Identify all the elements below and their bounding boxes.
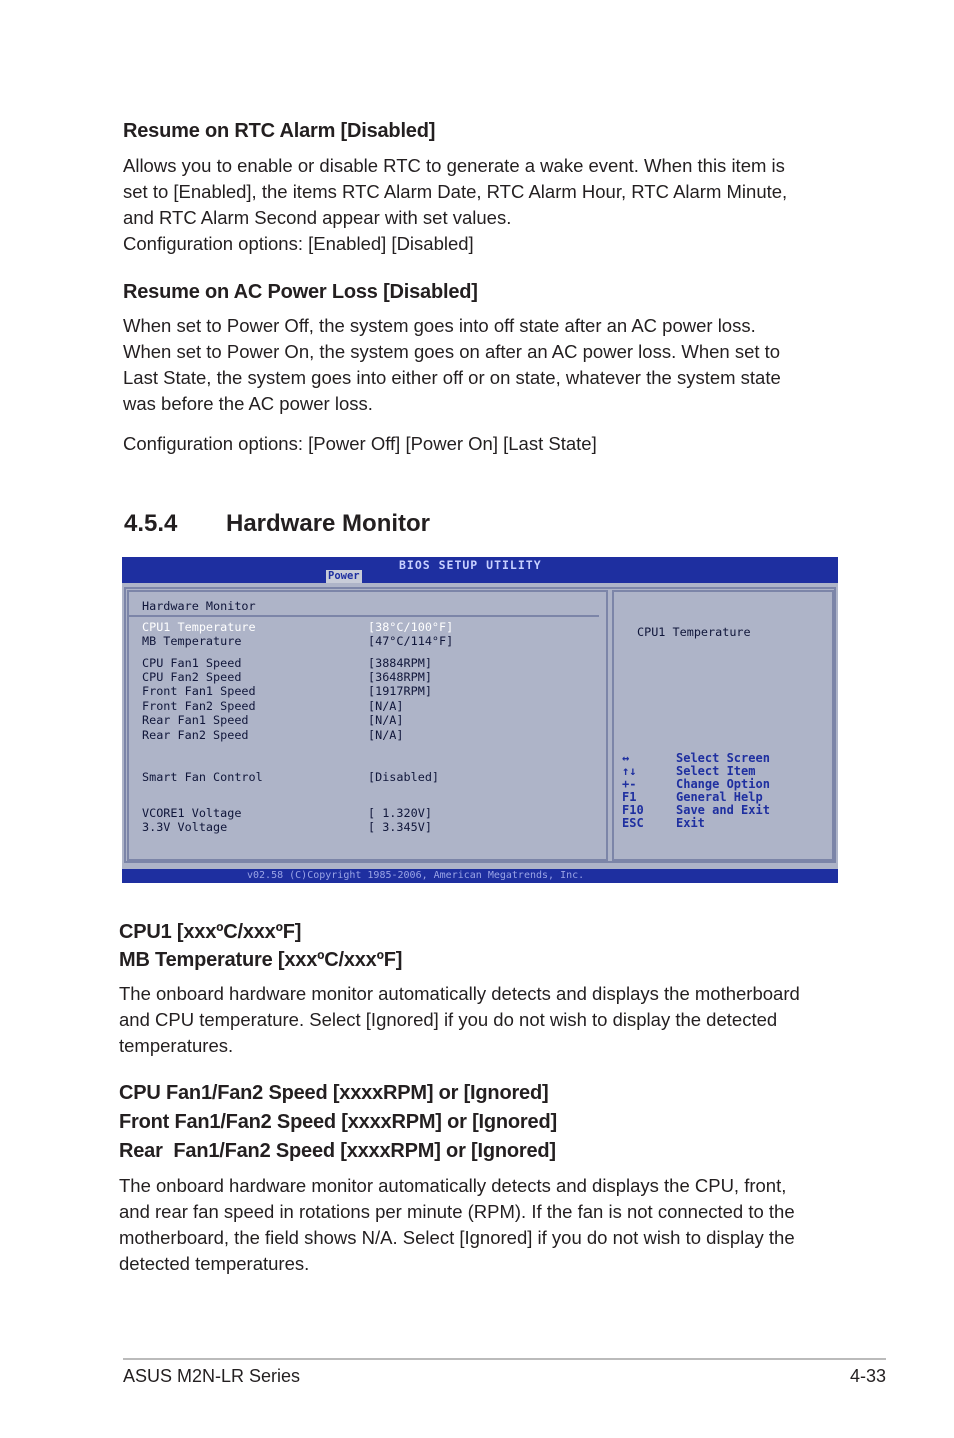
- key-desc: Select Screen: [676, 751, 770, 765]
- cpu-temp-heading-1: CPU1 [xxxºC/xxxºF]: [119, 921, 302, 943]
- footer-product: ASUS M2N-LR Series: [123, 1366, 301, 1386]
- bios-copyright: v02.58 (C)Copyright 1985-2006, American Megatrends, Inc.: [247, 870, 585, 881]
- bios-key-legend: [622, 752, 770, 830]
- fan-line-4: detected temperatures.: [119, 1253, 310, 1274]
- bios-title-bar: [122, 557, 838, 583]
- rtc-line-3: and RTC Alarm Second appear with set values.: [123, 207, 512, 228]
- cpu-temp-body: [119, 981, 839, 1059]
- fan-heading-1: CPU Fan1/Fan2 Speed [xxxxRPM] or [Ignored]: [119, 1082, 549, 1104]
- f10-key: F10: [622, 803, 644, 817]
- bios-row-cpu-fan1-value: [3884RPM]: [368, 656, 432, 670]
- bios-row-rear-fan2-label[interactable]: Rear Fan2 Speed: [142, 728, 249, 742]
- bios-row-front-fan2-value: [N/A]: [368, 699, 404, 713]
- rtc-line-1: Allows you to enable or disable RTC to generate a wake event. When this item is: [123, 155, 785, 176]
- cpu-temp-line-1: The onboard hardware monitor automatically detects and displays the motherboard: [119, 983, 800, 1004]
- ac-options: [123, 431, 843, 457]
- bios-row-33v-label[interactable]: 3.3V Voltage: [142, 820, 228, 834]
- ac-body: [123, 313, 843, 417]
- bios-row-vcore-label[interactable]: VCORE1 Voltage: [142, 806, 242, 820]
- ac-heading: Resume on AC Power Loss [Disabled]: [123, 281, 478, 303]
- section-title: [124, 510, 430, 538]
- cpu-temp-line-3: temperatures.: [119, 1035, 234, 1056]
- fan-line-1: The onboard hardware monitor automatically detects and displays the CPU, front,: [119, 1175, 787, 1196]
- key-desc: Save and Exit: [676, 803, 770, 817]
- f1-key: F1: [622, 790, 637, 804]
- bios-row-rear-fan1-label[interactable]: Rear Fan1 Speed: [142, 713, 249, 727]
- rtc-line-2: set to [Enabled], the items RTC Alarm Date, RTC Alarm Hour, RTC Alarm Minute,: [123, 181, 788, 202]
- bios-title: BIOS SETUP UTILITY: [399, 558, 542, 572]
- bios-tab-power[interactable]: Power: [328, 570, 360, 582]
- bios-help-text: CPU1 Temperature: [637, 625, 751, 639]
- bios-row-front-fan2-label[interactable]: Front Fan2 Speed: [142, 699, 256, 713]
- key-desc: Change Option: [676, 777, 770, 791]
- bios-row-cpu1-temp-label[interactable]: CPU1 Temperature: [142, 620, 256, 634]
- key-desc: Select Item: [676, 764, 756, 778]
- esc-key: ESC: [622, 816, 644, 830]
- rtc-heading: Resume on RTC Alarm [Disabled]: [123, 120, 436, 142]
- bios-panel-title: Hardware Monitor: [142, 599, 256, 613]
- cpu-temp-heading-2: MB Temperature [xxxºC/xxxºF]: [119, 949, 403, 971]
- rtc-line-4: Configuration options: [Enabled] [Disabled]: [123, 233, 474, 254]
- key-row-exit: [622, 817, 770, 830]
- bios-row-cpu1-temp-value: [38°C/100°F]: [368, 620, 454, 634]
- bios-row-front-fan1-label[interactable]: Front Fan1 Speed: [142, 684, 256, 698]
- arrow-up-down-icon: ↑↓: [622, 764, 637, 778]
- bios-row-vcore-value: [ 1.320V]: [368, 806, 432, 820]
- bios-screen: [122, 557, 838, 883]
- bios-divider: [129, 615, 599, 617]
- bios-row-mb-temp-value: [47°C/114°F]: [368, 634, 454, 648]
- ac-line-3: Last State, the system goes into either off or on state, whatever the system state: [123, 367, 781, 388]
- fan-body: [119, 1173, 839, 1277]
- fan-line-2: and rear fan speed in rotations per minute (RPM). If the fan is not connected to the: [119, 1201, 795, 1222]
- bios-row-mb-temp-label[interactable]: MB Temperature: [142, 634, 242, 648]
- key-desc: General Help: [676, 790, 763, 804]
- bios-footer-bar: [122, 869, 838, 883]
- bios-row-33v-value: [ 3.345V]: [368, 820, 432, 834]
- plus-minus-key: +-: [622, 777, 637, 791]
- ac-options-text: Configuration options: [Power Off] [Power On] [Last State]: [123, 433, 597, 454]
- key-desc: Exit: [676, 816, 705, 830]
- ac-line-2: When set to Power On, the system goes on after an AC power loss. When set to: [123, 341, 781, 362]
- bios-row-cpu-fan2-label[interactable]: CPU Fan2 Speed: [142, 670, 242, 684]
- fan-heading-3: Rear Fan1/Fan2 Speed [xxxxRPM] or [Ignored]: [119, 1140, 556, 1162]
- bios-row-front-fan1-value: [1917RPM]: [368, 684, 432, 698]
- ac-line-1: When set to Power Off, the system goes into off state after an AC power loss.: [123, 315, 756, 336]
- footer-rule: [123, 1358, 886, 1360]
- bios-row-cpu-fan2-value: [3648RPM]: [368, 670, 432, 684]
- bios-row-cpu-fan1-label[interactable]: CPU Fan1 Speed: [142, 656, 242, 670]
- bios-row-rear-fan2-value: [N/A]: [368, 728, 404, 742]
- arrow-left-right-icon: ↔: [622, 751, 630, 765]
- bios-row-smart-fan-value[interactable]: [Disabled]: [368, 770, 440, 784]
- section-number: 4.5.4: [124, 510, 178, 537]
- bios-row-rear-fan1-value: [N/A]: [368, 713, 404, 727]
- fan-heading-2: Front Fan1/Fan2 Speed [xxxxRPM] or [Ignored]: [119, 1111, 557, 1133]
- footer-page-number: 4-33: [849, 1366, 886, 1386]
- section-title-text: Hardware Monitor: [226, 510, 431, 537]
- rtc-body: [123, 153, 843, 257]
- ac-line-4: was before the AC power loss.: [123, 393, 373, 414]
- fan-line-3: motherboard, the field shows N/A. Select [Ignored] if you do not wish to display the: [119, 1227, 795, 1248]
- cpu-temp-line-2: and CPU temperature. Select [Ignored] if you do not wish to display the detected: [119, 1009, 778, 1030]
- bios-row-smart-fan-label[interactable]: Smart Fan Control: [142, 770, 263, 784]
